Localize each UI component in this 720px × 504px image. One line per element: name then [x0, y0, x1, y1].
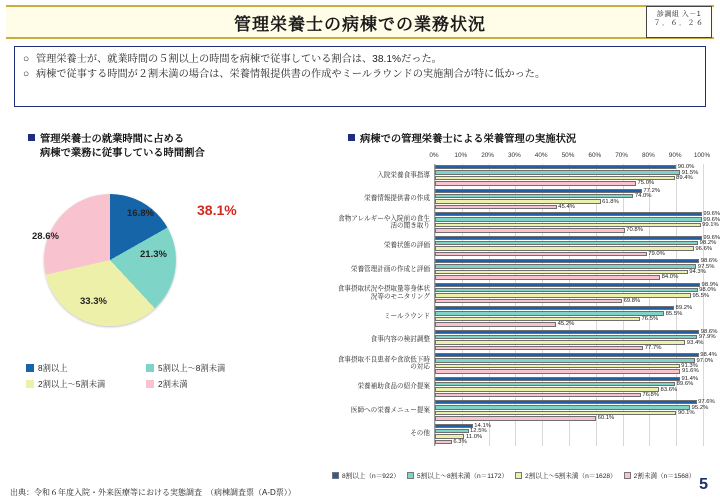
bullet-item	[23, 53, 697, 67]
legend-swatch-icon	[146, 364, 154, 372]
x-tick-label: 100%	[693, 152, 711, 159]
x-tick-label: 50%	[561, 152, 575, 159]
bar-value-label: 84.0%	[661, 274, 679, 281]
bar-chart-x-axis	[429, 152, 711, 163]
stamp-line-2: ７．６．２６	[653, 20, 705, 28]
bar-value-label: 76.5%	[641, 316, 659, 322]
bullet-marker: ○	[23, 69, 30, 81]
x-tick-label: 20%	[481, 152, 494, 159]
legend-swatch-icon	[146, 380, 154, 388]
pie-legend-label: 2割以上～5割未満	[38, 379, 106, 389]
bar-category-label: 食事摂取不良患者や食欲低下時の対応	[337, 356, 430, 371]
bar-legend-label: 2割以上～5割未満（n＝1628）	[525, 473, 617, 480]
bar	[435, 311, 664, 315]
pie-slice-label: 21.3%	[140, 249, 167, 260]
bar-category-label: 医師への栄養メニュー提案	[350, 406, 430, 414]
bar-value-label: 14.1%	[474, 422, 491, 429]
bar-value-label: 89.4%	[676, 175, 693, 181]
bar	[435, 293, 691, 297]
bar-group	[350, 399, 715, 423]
bar	[435, 346, 643, 350]
bar	[435, 299, 622, 303]
bar-legend-label: 2割未満（n＝1568）	[633, 473, 696, 480]
bar	[435, 353, 699, 357]
pie-legend-label: 2割未満	[158, 379, 188, 389]
x-tick-label: 30%	[507, 152, 521, 159]
pie-legend-row	[26, 378, 316, 390]
bar	[435, 416, 596, 420]
bar-value-label: 96.6%	[695, 245, 713, 252]
left-chart-heading	[28, 133, 258, 161]
square-bullet-icon	[348, 134, 355, 141]
legend-swatch-icon	[26, 364, 34, 372]
x-tick-label: 70%	[615, 152, 628, 159]
bar-group	[410, 422, 702, 447]
bar	[435, 181, 636, 185]
bar-value-label: 98.6%	[700, 328, 718, 335]
bar	[435, 228, 625, 232]
bar	[435, 259, 699, 263]
bar	[435, 322, 556, 326]
bar-value-label: 97.5%	[697, 263, 715, 270]
bar	[435, 405, 690, 409]
x-tick-label: 0%	[429, 152, 439, 159]
bar-value-label: 91.5%	[681, 169, 699, 176]
bar	[435, 288, 698, 292]
pie-legend-item	[26, 362, 146, 374]
bar	[435, 236, 702, 240]
slide-title-bar	[6, 5, 714, 39]
bar-value-label: 12.5%	[470, 428, 487, 435]
bar	[435, 393, 641, 397]
pie-legend	[26, 362, 316, 394]
bar-value-label: 94.3%	[689, 269, 706, 275]
bar-value-label: 93.4%	[686, 339, 704, 346]
bar-group	[357, 375, 702, 400]
bar-legend-label: 8割以上（n＝922）	[342, 473, 400, 480]
bar-category-label: 栄養情報提供書の作成	[364, 195, 430, 203]
bar-value-label: 91.4%	[681, 375, 699, 382]
source-note: 出典：令和６年度入院・外来医療等における実態調査 （病棟調査票（A-D票））	[10, 488, 296, 497]
bar	[435, 440, 452, 444]
bar-value-label: 76.8%	[642, 391, 660, 398]
bar-category-label: 食事内容の検討調整	[370, 336, 430, 344]
bar	[435, 165, 676, 169]
pie-legend-row	[26, 362, 316, 374]
bar	[435, 205, 557, 209]
pie-chart	[22, 176, 322, 351]
bar-category-label: その他	[410, 430, 430, 438]
legend-swatch-icon	[332, 472, 339, 479]
bar	[435, 283, 700, 287]
bar-value-label: 99.6%	[703, 216, 720, 223]
bar-legend-item	[332, 470, 400, 480]
bar	[435, 335, 697, 339]
pie-legend-label: 8割以上	[38, 363, 68, 373]
bar	[435, 429, 469, 433]
bar-category-label: 入院栄養食事指導	[377, 171, 430, 179]
bar-value-label: 45.2%	[557, 321, 575, 328]
bar-value-label: 98.2%	[699, 240, 717, 247]
legend-swatch-icon	[26, 380, 34, 388]
x-tick-label: 10%	[454, 152, 468, 159]
pie-legend-item	[146, 362, 266, 374]
bar-value-label: 74.0%	[634, 193, 652, 200]
bar-category-label: 食事摂取状況や摂取量等身体状況等のモニタリング	[337, 285, 430, 301]
bar	[435, 212, 702, 216]
bar-value-label: 77.7%	[644, 344, 662, 351]
bar	[435, 223, 701, 227]
bar-value-label: 85.5%	[665, 310, 683, 317]
bar	[435, 382, 675, 386]
right-chart-heading	[348, 133, 688, 147]
bar-value-label: 11.0%	[465, 433, 483, 440]
bar-value-label: 95.2%	[691, 404, 709, 411]
bar-group	[383, 305, 702, 329]
bar-value-label: 98.6%	[700, 258, 718, 265]
bar	[435, 317, 640, 321]
bar-category-label: 栄養補助食品の紹介提案	[357, 383, 430, 391]
bar-category-label: 栄養管理計画の作成と評価	[350, 265, 430, 273]
bar	[435, 199, 601, 203]
page-number: 5	[699, 476, 708, 493]
bar-value-label: 6.3%	[453, 438, 467, 445]
document-stamp	[646, 6, 712, 38]
bar-value-label: 69.8%	[623, 297, 641, 304]
bar-value-label: 91.3%	[681, 363, 698, 369]
bar-value-label: 90.0%	[677, 164, 695, 171]
bar-value-label: 89.6%	[676, 381, 694, 388]
bar-value-label: 99.6%	[703, 234, 720, 241]
bar-value-label: 99.6%	[703, 211, 720, 218]
pie-legend-item	[26, 378, 146, 390]
pie-legend-item	[146, 378, 266, 390]
bar-group	[338, 211, 720, 235]
bar-value-label: 77.2%	[643, 187, 661, 194]
bar-group	[377, 164, 702, 188]
bar-legend-item	[407, 470, 508, 480]
bar-value-label: 99.1%	[702, 222, 719, 228]
bar-value-label: 89.2%	[675, 305, 693, 312]
bar-value-label: 91.6%	[681, 368, 699, 375]
bullet-text: 管理栄養士が、就業時間の５割以上の時間を病棟で従事している割合は、38.1%だった。	[36, 54, 442, 65]
bar	[435, 358, 695, 362]
bar-category-label: ミールラウンド	[383, 312, 430, 320]
bar	[435, 369, 680, 373]
stamp-line-1: 診調組 入－1	[656, 11, 702, 18]
bullet-marker: ○	[23, 54, 30, 65]
bar	[435, 264, 696, 268]
bar-group	[350, 258, 718, 282]
bar	[435, 270, 688, 274]
bar-value-label: 79.0%	[648, 250, 665, 257]
pie-annotation: 38.1%	[197, 202, 237, 218]
bar-group	[370, 328, 718, 353]
legend-swatch-icon	[407, 472, 414, 479]
bar-category-label: 食物アレルギーや入院前の食生活の聞き取り	[338, 215, 430, 230]
pie-chart-graphic	[44, 194, 176, 326]
bar	[435, 189, 642, 193]
bar-chart	[332, 152, 720, 468]
x-tick-label: 90%	[668, 152, 682, 159]
bar	[435, 330, 699, 334]
bar-category-label: 栄養状態の評価	[383, 242, 430, 250]
bullet-item	[23, 68, 697, 82]
right-chart-heading-text: 病棟での管理栄養士による栄養管理の実施状況	[360, 134, 577, 145]
bar-group	[364, 187, 702, 212]
bar	[435, 306, 674, 310]
left-chart-heading-line1: 管理栄養士の就業時間に占める	[40, 134, 185, 145]
bar	[435, 275, 660, 279]
square-bullet-icon	[28, 134, 35, 141]
bar-value-label: 61.8%	[602, 198, 619, 205]
page-title: 管理栄養士の病棟での業務状況	[234, 14, 486, 34]
pie-slice-label: 16.8%	[127, 208, 154, 219]
bar	[435, 377, 680, 381]
summary-box	[14, 46, 706, 107]
left-chart-heading-line2: 病棟で業務に従事している時間割合	[40, 147, 205, 159]
bar	[435, 252, 647, 256]
bar-legend-item	[515, 470, 617, 480]
pie-slice-label: 33.3%	[80, 296, 107, 307]
bar-value-label: 83.6%	[660, 386, 678, 393]
bar-value-label: 98.4%	[700, 352, 717, 359]
bar-group	[383, 234, 720, 259]
bar-legend	[332, 470, 712, 480]
bar	[435, 364, 680, 368]
bar	[435, 241, 698, 245]
pie-legend-label: 5割以上～8割未満	[158, 363, 226, 373]
bar-value-label: 98.9%	[701, 281, 719, 288]
bar-legend-item	[624, 470, 696, 480]
bullet-text: 病棟で従事する時間が２割未満の場合は、栄養情報提供書の作成やミールラウンドの実施割合が特に低かった。	[36, 69, 546, 81]
bar-value-label: 97.0%	[696, 357, 714, 364]
bar-group	[337, 281, 719, 306]
x-tick-label: 80%	[641, 152, 655, 159]
bar-value-label: 90.1%	[677, 410, 695, 416]
bar	[435, 411, 676, 415]
bar	[435, 400, 697, 404]
bar-chart-plot	[337, 164, 720, 446]
bar-legend-label: 5割以上～8割未満（n＝1172）	[416, 473, 509, 480]
bar	[435, 387, 659, 391]
pie-slice-label: 28.6%	[32, 231, 59, 242]
x-tick-label: 40%	[534, 152, 548, 159]
bar-value-label: 75.0%	[637, 180, 655, 187]
bar-value-label: 98.0%	[699, 287, 716, 294]
bar-group	[337, 352, 717, 376]
bar-value-label: 95.5%	[692, 292, 710, 299]
legend-swatch-icon	[624, 472, 631, 479]
bar-value-label: 60.1%	[597, 415, 615, 422]
bar	[435, 170, 680, 174]
bar-value-label: 70.8%	[626, 227, 643, 234]
bar	[435, 424, 473, 428]
bar	[435, 217, 702, 221]
bar-value-label: 97.6%	[698, 399, 715, 406]
legend-swatch-icon	[515, 472, 522, 479]
bar-value-label: 45.4%	[558, 203, 575, 210]
x-tick-label: 60%	[588, 152, 602, 159]
bar-value-label: 97.9%	[698, 334, 716, 341]
